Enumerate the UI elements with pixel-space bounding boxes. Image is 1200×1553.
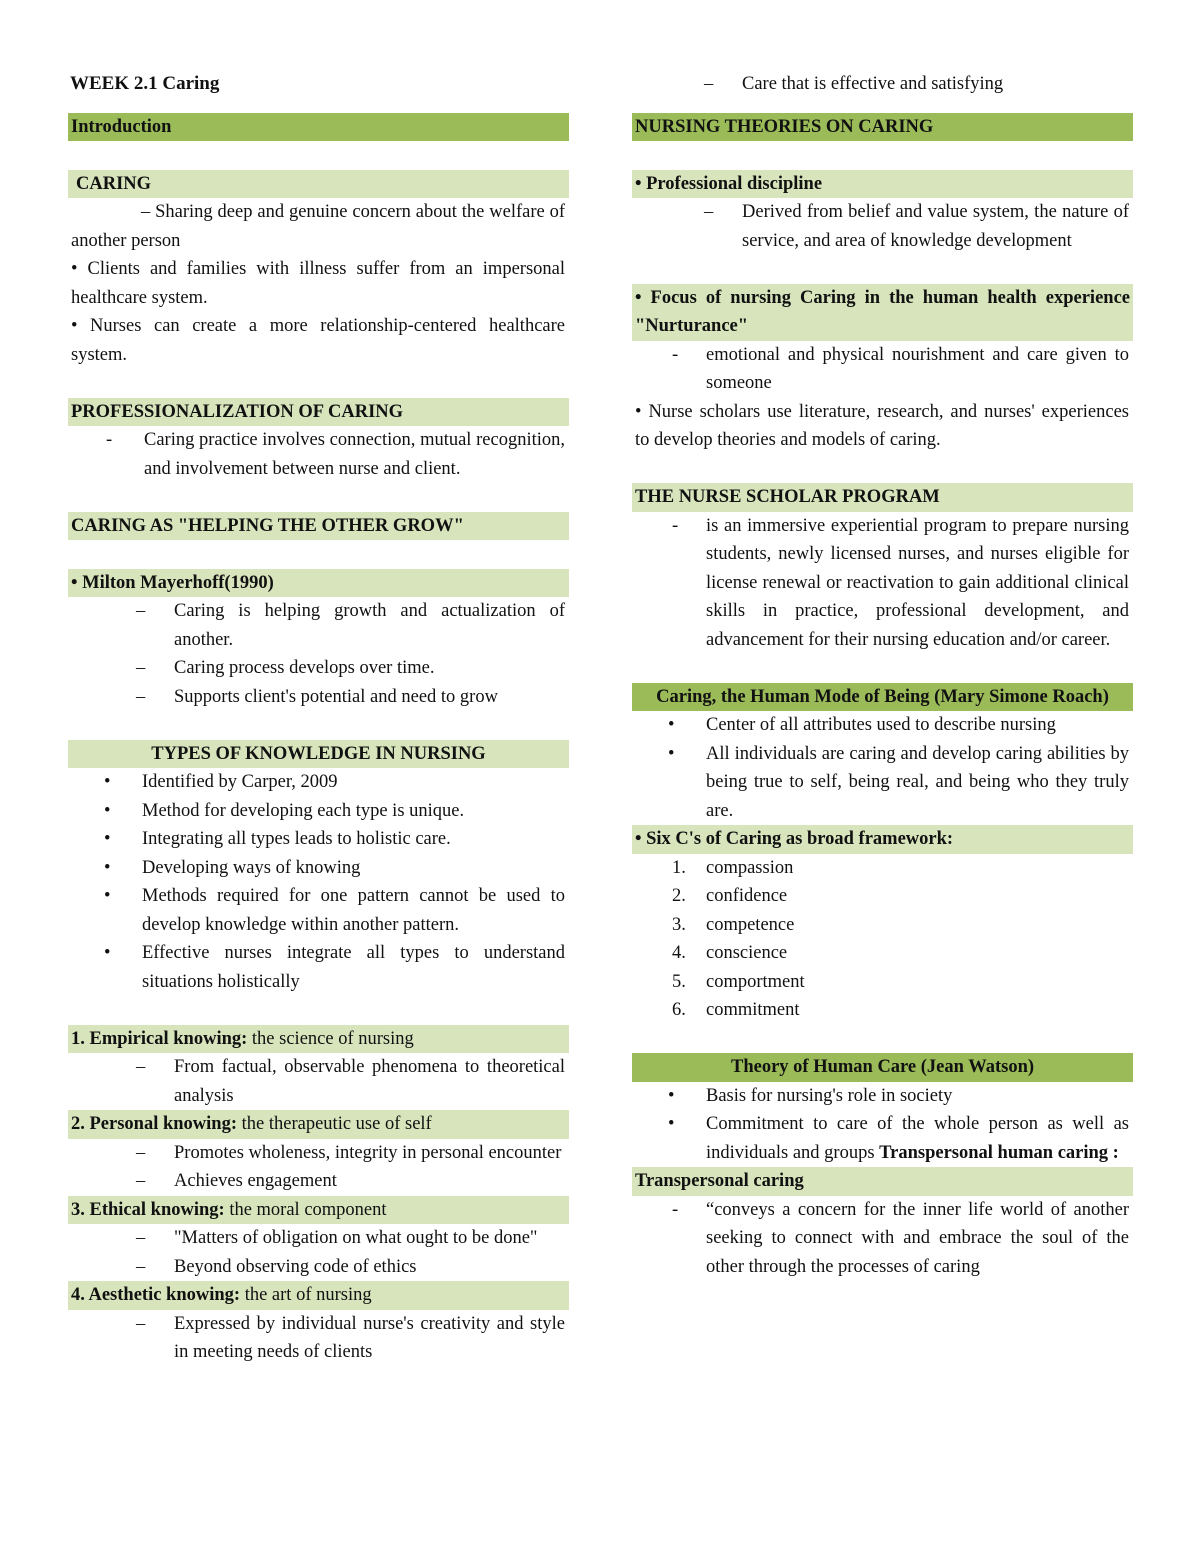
knowing-empirical: 1. Empirical knowing: the science of nursing <box>68 1025 569 1054</box>
section-heading-roach: Caring, the Human Mode of Being (Mary Simone Roach) <box>632 683 1133 712</box>
list-item: - emotional and physical nourishment and care given to someone <box>672 344 1129 393</box>
scholars-paragraph: • Nurse scholars use literature, research, and nurses' experiences to develop theories and models of caring. <box>635 401 1129 450</box>
list-item: 3. competence <box>672 914 795 935</box>
list-item: – Achieves engagement <box>136 1171 337 1191</box>
subheading-helping-grow: CARING AS "HELPING THE OTHER GROW" <box>68 512 569 541</box>
list-item: • Effective nurses integrate all types to understand situations holistically <box>104 943 565 992</box>
list-item: • Developing ways of knowing <box>104 857 361 878</box>
list-item: – From factual, observable phenomena to theoretical analysis <box>136 1057 565 1106</box>
list-item: 5. comportment <box>672 971 805 992</box>
list-item: – Caring process develops over time. <box>136 658 435 678</box>
knowing-personal: 2. Personal knowing: the therapeutic use of self <box>68 1110 569 1139</box>
list-item: - Caring practice involves connection, mutual recognition, and involvement between nurse and client. <box>68 426 569 483</box>
list-item: 4. conscience <box>672 943 788 963</box>
subheading-six-cs: • Six C's of Caring as broad framework: <box>632 825 1133 854</box>
caring-definition: – Sharing deep and genuine concern about the welfare of another person <box>71 202 565 251</box>
list-item: – Caring is helping growth and actualization of another. <box>136 601 565 650</box>
subheading-milton: • Milton Mayerhoff(1990) <box>68 569 569 598</box>
caring-point: • Nurses can create a more relationship-centered healthcare system. <box>71 316 565 365</box>
list-item: – Expressed by individual nurse's creativity and style in meeting needs of clients <box>136 1313 565 1362</box>
hyphen-marker: - <box>106 430 113 450</box>
subheading-professionalization: PROFESSIONALIZATION OF CARING <box>68 398 569 427</box>
caring-point: • Clients and families with illness suffer from an impersonal healthcare system. <box>71 259 565 308</box>
list-item: – Supports client's potential and need to grow <box>136 686 498 707</box>
list-item: • Methods required for one pattern cannot be used to develop knowledge within another pattern. <box>104 886 565 935</box>
knowing-aesthetic: 4. Aesthetic knowing: the art of nursing <box>68 1281 569 1310</box>
subheading-transpersonal-caring: Transpersonal caring <box>632 1167 1133 1196</box>
list-item: • Integrating all types leads to holistic care. <box>104 829 451 849</box>
left-column <box>68 70 569 1367</box>
list-item: • Center of all attributes used to describe nursing <box>668 715 1056 735</box>
list-item: • Identified by Carper, 2009 <box>104 772 338 792</box>
subheading-focus-of-nursing: • Focus of nursing Caring in the human health experience "Nurturance" <box>632 284 1133 341</box>
list-item: 1. compassion <box>672 857 794 878</box>
list-item: - is an immersive experiential program to prepare nursing students, newly licensed nurses, and nurses eligible for license renewal or reactivation to gain additional clinical skills in practice, professional development, and advancement for their nursing education and/or career. <box>672 515 1129 650</box>
list-item: • Basis for nursing's role in society <box>668 1085 953 1106</box>
right-column <box>632 70 1133 1281</box>
list-item: • Method for developing each type is unique. <box>104 800 465 821</box>
list-item: – "Matters of obligation on what ought to be done" <box>136 1228 538 1248</box>
list-item: • All individuals are caring and develop caring abilities by being true to self, being real, and being who they truly are. <box>668 743 1129 821</box>
subheading-caring: CARING <box>68 170 569 199</box>
list-item: 6. commitment <box>672 1000 800 1020</box>
list-item: – Care that is effective and satisfying <box>704 74 1004 94</box>
page-title: WEEK 2.1 Caring <box>70 73 220 94</box>
list-item: – Promotes wholeness, integrity in personal encounter <box>136 1142 562 1163</box>
knowing-ethical: 3. Ethical knowing: the moral component <box>68 1196 569 1225</box>
subheading-nurse-scholar-program: THE NURSE SCHOLAR PROGRAM <box>632 483 1133 512</box>
list-item: – Beyond observing code of ethics <box>136 1256 417 1277</box>
list-item: – Derived from belief and value system, the nature of service, and area of knowledge development <box>704 202 1129 251</box>
list-item: 2. confidence <box>672 886 788 906</box>
list-item: - “conveys a concern for the inner life world of another seeking to connect with and embrace the soul of the other through the processes of caring <box>672 1199 1129 1277</box>
subheading-types-of-knowledge: TYPES OF KNOWLEDGE IN NURSING <box>68 740 569 769</box>
list-item: • Commitment to care of the whole person as well as individuals and groups Transpersonal human caring : <box>668 1114 1129 1163</box>
section-heading-introduction: Introduction <box>68 113 569 142</box>
section-heading-nursing-theories: NURSING THEORIES ON CARING <box>632 113 1133 142</box>
section-heading-watson: Theory of Human Care (Jean Watson) <box>632 1053 1133 1082</box>
subheading-professional-discipline: • Professional discipline <box>632 170 1133 199</box>
